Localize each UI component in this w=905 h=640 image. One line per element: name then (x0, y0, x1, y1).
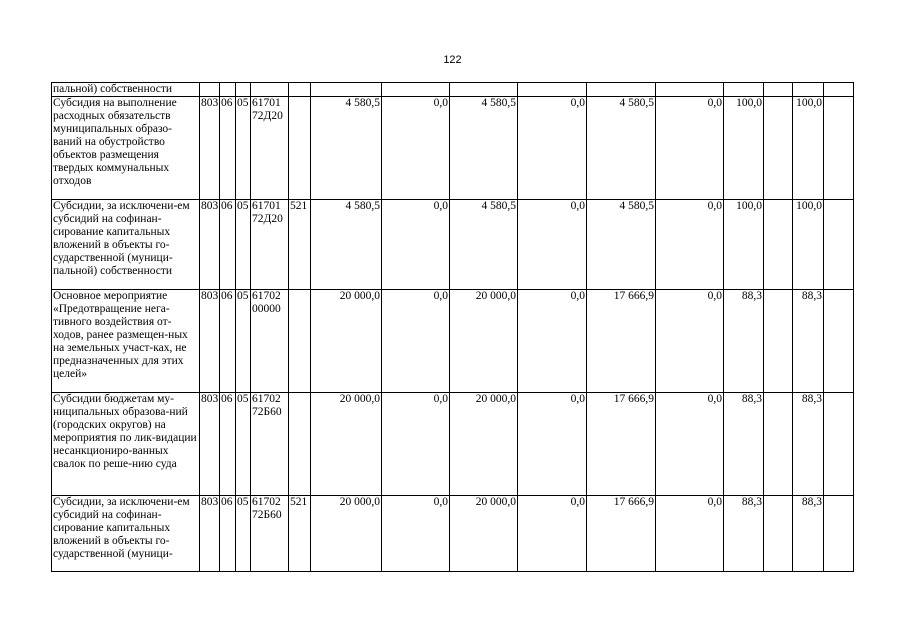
cell-federal-budget: 0,0 (518, 393, 587, 496)
cell-subsection (236, 83, 251, 97)
cell-subsection: 05 (236, 290, 251, 393)
cell-percent-federal (764, 200, 793, 290)
cell-ministry: 803 (200, 393, 220, 496)
cell-plan: 4 580,5 (311, 200, 382, 290)
cell-percent: 100,0 (724, 97, 764, 200)
cell-plan: 20 000,0 (311, 496, 382, 572)
cell-expense-type (289, 290, 311, 393)
cell-target-article: 61702 72Б60 (251, 496, 289, 572)
cell-federal-budget (518, 83, 587, 97)
cell-subsection: 05 (236, 200, 251, 290)
budget-table (51, 82, 854, 572)
table-row (52, 83, 854, 97)
cell-subsection: 05 (236, 393, 251, 496)
cell-plan-total: 20 000,0 (450, 290, 518, 393)
cell-executed (587, 83, 656, 97)
cell-target-article (251, 83, 289, 97)
cell-executed: 4 580,5 (587, 97, 656, 200)
cell-executed: 4 580,5 (587, 200, 656, 290)
cell-plan-change: 0,0 (382, 200, 450, 290)
cell-target-article: 61701 72Д20 (251, 200, 289, 290)
cell-target-article: 61702 00000 (251, 290, 289, 393)
cell-empty (824, 200, 854, 290)
cell-plan-total: 4 580,5 (450, 97, 518, 200)
cell-plan-total (450, 83, 518, 97)
cell-expense-type: 521 (289, 496, 311, 572)
cell-executed: 17 666,9 (587, 393, 656, 496)
cell-percent-total: 88,3 (793, 393, 824, 496)
cell-name: Субсидии бюджетам му-ниципальных образова-ний (городских округов) на мероприятия по лик-видации несанкциониро-ванных свалок по реше-нию суда (52, 393, 200, 496)
page-number: 122 (443, 54, 462, 66)
cell-name: Субсидии, за исключени-ем субсидий на софинан-сирование капитальных вложений в объекты го-сударственной (муници-пальной) собственности (52, 200, 200, 290)
cell-executed-federal (656, 83, 724, 97)
cell-empty (824, 290, 854, 393)
cell-expense-type: 521 (289, 200, 311, 290)
cell-plan-change: 0,0 (382, 290, 450, 393)
cell-expense-type (289, 393, 311, 496)
cell-target-article: 61702 72Б60 (251, 393, 289, 496)
cell-name: Субсидии, за исключени-ем субсидий на софинан-сирование капитальных вложений в объекты го-сударственной (муници- (52, 496, 200, 572)
cell-ministry: 803 (200, 200, 220, 290)
cell-empty (824, 393, 854, 496)
cell-plan-total: 4 580,5 (450, 200, 518, 290)
cell-plan-change: 0,0 (382, 393, 450, 496)
cell-section: 06 (220, 290, 236, 393)
cell-plan-change: 0,0 (382, 496, 450, 572)
cell-section: 06 (220, 496, 236, 572)
cell-percent-total: 100,0 (793, 200, 824, 290)
cell-percent-federal (764, 496, 793, 572)
cell-subsection: 05 (236, 97, 251, 200)
cell-percent-total: 88,3 (793, 290, 824, 393)
cell-ministry: 803 (200, 97, 220, 200)
cell-section: 06 (220, 97, 236, 200)
cell-executed-federal: 0,0 (656, 200, 724, 290)
cell-percent (724, 83, 764, 97)
cell-percent-federal (764, 290, 793, 393)
cell-executed-federal: 0,0 (656, 97, 724, 200)
cell-ministry: 803 (200, 496, 220, 572)
cell-section: 06 (220, 393, 236, 496)
cell-federal-budget: 0,0 (518, 290, 587, 393)
cell-plan-change: 0,0 (382, 97, 450, 200)
cell-expense-type (289, 97, 311, 200)
cell-percent-total: 88,3 (793, 496, 824, 572)
cell-ministry (200, 83, 220, 97)
cell-federal-budget: 0,0 (518, 496, 587, 572)
cell-section: 06 (220, 200, 236, 290)
cell-percent: 88,3 (724, 290, 764, 393)
cell-name: пальной) собственности (52, 83, 200, 97)
cell-federal-budget: 0,0 (518, 200, 587, 290)
table-row (52, 200, 854, 290)
cell-executed-federal: 0,0 (656, 290, 724, 393)
cell-percent-federal (764, 97, 793, 200)
cell-empty (824, 496, 854, 572)
cell-plan (311, 83, 382, 97)
cell-plan: 20 000,0 (311, 290, 382, 393)
cell-executed-federal: 0,0 (656, 496, 724, 572)
cell-percent: 100,0 (724, 200, 764, 290)
cell-name: Субсидия на выполнение расходных обязательств муниципальных образо-ваний на обустройство объектов размещения твердых коммунальных отходов (52, 97, 200, 200)
table-row (52, 393, 854, 496)
cell-empty (824, 97, 854, 200)
cell-percent-federal (764, 83, 793, 97)
cell-percent-federal (764, 393, 793, 496)
cell-plan-total: 20 000,0 (450, 496, 518, 572)
cell-ministry: 803 (200, 290, 220, 393)
cell-plan: 20 000,0 (311, 393, 382, 496)
cell-name: Основное мероприятие «Предотвращение нега-тивного воздействия от-ходов, ранее размещен-ных на земельных участ-ках, не предназначенных для этих целей» (52, 290, 200, 393)
cell-percent: 88,3 (724, 496, 764, 572)
cell-plan: 4 580,5 (311, 97, 382, 200)
cell-empty (824, 83, 854, 97)
cell-expense-type (289, 83, 311, 97)
table-row (52, 290, 854, 393)
cell-plan-change (382, 83, 450, 97)
cell-subsection: 05 (236, 496, 251, 572)
cell-section (220, 83, 236, 97)
table-row (52, 97, 854, 200)
cell-executed: 17 666,9 (587, 496, 656, 572)
cell-executed: 17 666,9 (587, 290, 656, 393)
cell-target-article: 61701 72Д20 (251, 97, 289, 200)
cell-percent: 88,3 (724, 393, 764, 496)
cell-federal-budget: 0,0 (518, 97, 587, 200)
table-row (52, 496, 854, 572)
cell-plan-total: 20 000,0 (450, 393, 518, 496)
cell-percent-total: 100,0 (793, 97, 824, 200)
cell-percent-total (793, 83, 824, 97)
cell-executed-federal: 0,0 (656, 393, 724, 496)
